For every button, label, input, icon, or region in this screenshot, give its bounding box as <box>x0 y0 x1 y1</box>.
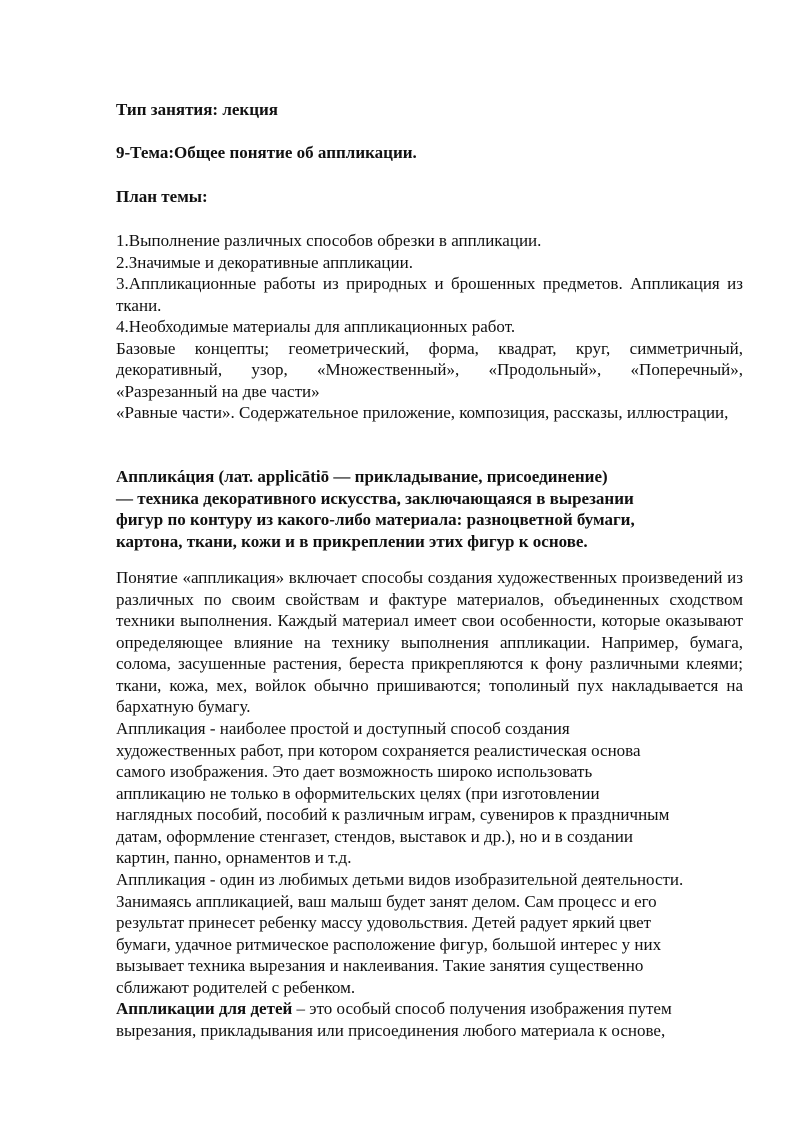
paragraph-applique-for-kids <box>116 998 743 1041</box>
plan-item: 2.Значимые и декоративные аппликации. <box>116 252 413 272</box>
term-bold: Аппликации для детей <box>116 999 293 1018</box>
text-line: аппликацию не только в оформительских целях (при изготовлении <box>116 783 600 803</box>
concepts-paragraph: «Равные части». Содержательное приложение, композиция, рассказы, иллюстрации, <box>116 403 729 422</box>
text-line: Занимаясь аппликацией, ваш малыш будет занят делом. Сам процесс и его <box>116 891 657 911</box>
definition-line: Аппликáция (лат. applicātiō — прикладывание, присоединение) <box>116 467 608 486</box>
text-line: вызывает техника вырезания и наклеивания. Такие занятия существенно <box>116 956 644 975</box>
text-line: Аппликация - наиболее простой и доступный способ создания <box>116 719 570 738</box>
paragraph-children <box>116 869 743 998</box>
plan-item: 4.Необходимые материалы для аппликационных работ. <box>116 317 516 336</box>
plan-heading: План темы: <box>116 187 208 206</box>
text-line <box>116 998 743 1020</box>
text-line: датам, оформление стенгазет, стендов, выставок и др.), но и в создании <box>116 826 633 846</box>
text-line: Аппликация - один из любимых детьми видов изобразительной деятельности. <box>116 870 684 889</box>
text-line: результат принесет ребенку массу удовольствия. Детей радует яркий цвет <box>116 913 652 932</box>
text-line: вырезания, прикладывания или присоединения любого материала к основе, <box>116 1020 666 1040</box>
text-line: наглядных пособий, пособий к различным играм, сувениров к праздничным <box>116 805 670 824</box>
paragraph-simplicity <box>116 718 743 869</box>
lesson-type: Тип занятия: лекция <box>116 100 278 119</box>
definition-line: фигур по контуру из какого-либо материала: разноцветной бумаги, <box>116 510 635 529</box>
definition-line: — техника декоративного искусства, заключающаяся в вырезании <box>116 488 634 508</box>
plan-item: 3.Аппликационные работы из природных и брошенных предметов. Аппликация из ткани. <box>116 274 743 315</box>
term-definition: – это особый способ получения изображения путем <box>292 999 672 1018</box>
topic-title: 9-Тема:Общее понятие об аппликации. <box>116 143 417 162</box>
text-line: бумаги, удачное ритмическое расположение фигур, большой интерес у них <box>116 934 662 954</box>
text-line: самого изображения. Это дает возможность широко использовать <box>116 762 593 781</box>
text-line: картин, панно, орнаментов и т.д. <box>116 848 352 867</box>
concepts-paragraph: Базовые концепты; геометрический, форма, квадрат, круг, симметричный, декоративный, узор, «Множественный», «Продольный», «Поперечный», «Разрезанный на две части» <box>116 338 743 401</box>
plan-list <box>116 230 743 424</box>
text-line: художественных работ, при котором сохраняется реалистическая основа <box>116 740 641 760</box>
text-line: сближают родителей с ребенком. <box>116 977 356 997</box>
paragraph-materials: Понятие «аппликация» включает способы создания художественных произведений из различных по своим свойствам и фактуре материалов, объединенных сходством техники выполнения. Каждый материал имеет свои особенности, которые оказывают определяющее влияние на технику выполнения аппликации. Например, бумага, солома, засушенные растения, береста прикрепляются к фону различными клеями; ткани, кожа, мех, войлок обычно пришиваются; тополиный пух накладывается на бархатную бумагу. <box>116 568 743 716</box>
definition-line: картона, ткани, кожи и в прикреплении этих фигур к основе. <box>116 531 588 551</box>
definition-paragraph <box>116 466 743 552</box>
plan-item: 1.Выполнение различных способов обрезки в аппликации. <box>116 231 542 250</box>
